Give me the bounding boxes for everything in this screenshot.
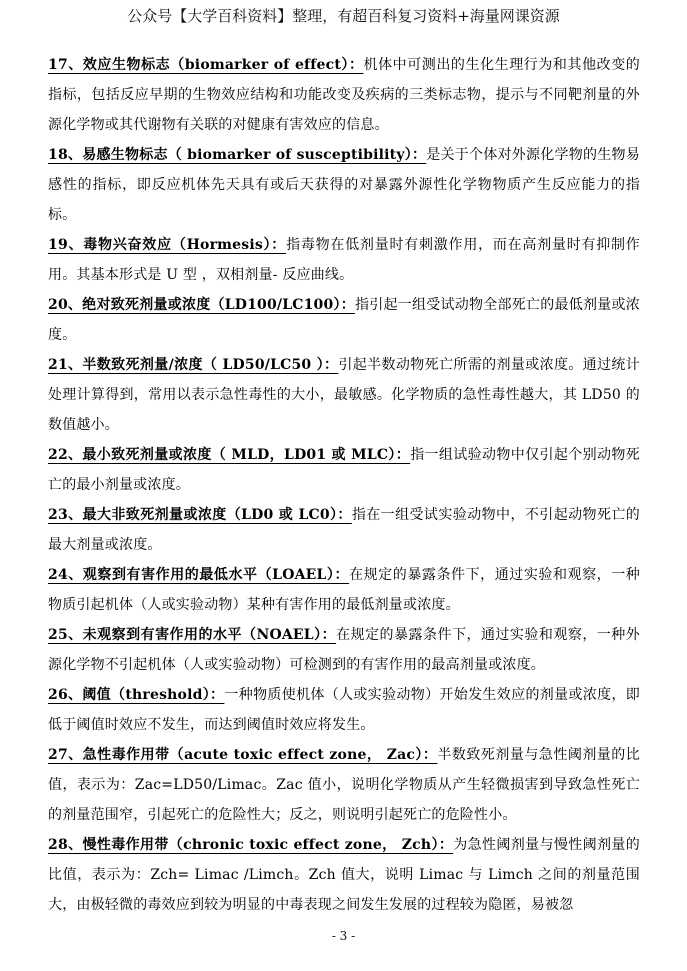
entry-definition: 为急性阈剂量与慢性阈剂量的比值，表示为：Zch= Limac /Limch。Zch 值大，说明 Limac 与 Limch 之间的剂量范围大，由极轻微的毒效应到较为明显的中毒表现之间发生发展的过程较为隐匿，易被忽 — [48, 837, 640, 913]
entry-definition: 指一组试验动物中仅引起个别动物死亡的最小剂量或浓度。 — [48, 447, 640, 493]
entry-term: 27、急性毒作用带（acute toxic effect zone， Zac）： — [48, 747, 438, 763]
entry-definition: 半数致死剂量与急性阈剂量的比值，表示为：Zac=LD50/Limac。Zac 值小，说明化学物质从产生轻微损害到导致急性死亡的剂量范围窄，引起死亡的危险性大；反之，则说明引起死亡的危险性小。 — [48, 747, 640, 823]
entry-definition: 是关于个体对外源化学物的生物易感性的指标，即反应机体先天具有或后天获得的对暴露外源性化学物物质产生反应能力的指标。 — [48, 147, 640, 223]
entry-term: 17、效应生物标志（biomarker of effect）： — [48, 57, 364, 73]
entry-definition: 在规定的暴露条件下，通过实验和观察，一种外源化学物不引起机体（人或实验动物）可检测到的有害作用的最高剂量或浓度。 — [48, 627, 640, 673]
entry-term: 28、慢性毒作用带（chronic toxic effect zone， Zch）： — [48, 837, 454, 853]
glossary-entry-20 — [48, 290, 640, 350]
page-number: - 3 - — [331, 929, 356, 943]
entry-definition: 指毒物在低剂量时有刺激作用，而在高剂量时有抑制作用。其基本形式是 U 型 ，双相剂量- 反应曲线。 — [48, 237, 640, 283]
glossary-entry-21 — [48, 350, 640, 440]
entry-term: 20、绝对致死剂量或浓度（LD100/LC100）： — [48, 297, 355, 313]
entry-term: 24、观察到有害作用的最低水平（LOAEL）： — [48, 567, 350, 583]
glossary-entry-17 — [48, 50, 640, 140]
glossary-entry-24 — [48, 560, 640, 620]
entry-term: 25、未观察到有害作用的水平（NOAEL）： — [48, 627, 337, 643]
glossary-entry-22 — [48, 440, 640, 500]
entry-term: 22、最小致死剂量或浓度（ MLD，LD01 或 MLC）： — [48, 447, 411, 463]
glossary-entry-26 — [48, 680, 640, 740]
glossary-entry-25 — [48, 620, 640, 680]
entry-term: 18、易感生物标志（ biomarker of susceptibility）： — [48, 147, 427, 163]
entry-definition: 指引起一组受试动物全部死亡的最低剂量或浓度。 — [48, 297, 640, 343]
page-header: 公众号【大学百科资料】整理，有超百科复习资料+海量网课资源 — [127, 7, 560, 25]
entry-term: 21、半数致死剂量/浓度（ LD50/LC50 ）： — [48, 357, 339, 373]
glossary-entry-28 — [48, 830, 640, 920]
glossary-entry-18 — [48, 140, 640, 230]
entry-term: 19、毒物兴奋效应（Hormesis）： — [48, 237, 287, 253]
glossary-entry-27 — [48, 740, 640, 830]
glossary-entry-23 — [48, 500, 640, 560]
entry-definition: 一种物质使机体（人或实验动物）开始发生效应的剂量或浓度，即低于阈值时效应不发生，而达到阈值时效应将发生。 — [48, 687, 640, 733]
entry-definition: 机体中可测出的生化生理行为和其他改变的指标，包括反应早期的生物效应结构和功能改变及疾病的三类标志物，提示与不同靶剂量的外源化学物或其代谢物有关联的对健康有害效应的信息。 — [48, 57, 640, 133]
entry-term: 26、阈值（threshold）： — [48, 687, 225, 703]
entry-definition: 在规定的暴露条件下，通过实验和观察，一种物质引起机体（人或实验动物）某种有害作用的最低剂量或浓度。 — [48, 567, 641, 613]
glossary-content — [48, 50, 640, 920]
entry-definition: 引起半数动物死亡所需的剂量或浓度。通过统计处理计算得到，常用以表示急性毒性的大小，最敏感。化学物质的急性毒性越大，其 LD50 的数值越小。 — [48, 357, 641, 433]
entry-term: 23、最大非致死剂量或浓度（LD0 或 LC0）： — [48, 507, 352, 523]
entry-definition: 指在一组受试实验动物中，不引起动物死亡的最大剂量或浓度。 — [48, 507, 640, 553]
glossary-entry-19 — [48, 230, 640, 290]
